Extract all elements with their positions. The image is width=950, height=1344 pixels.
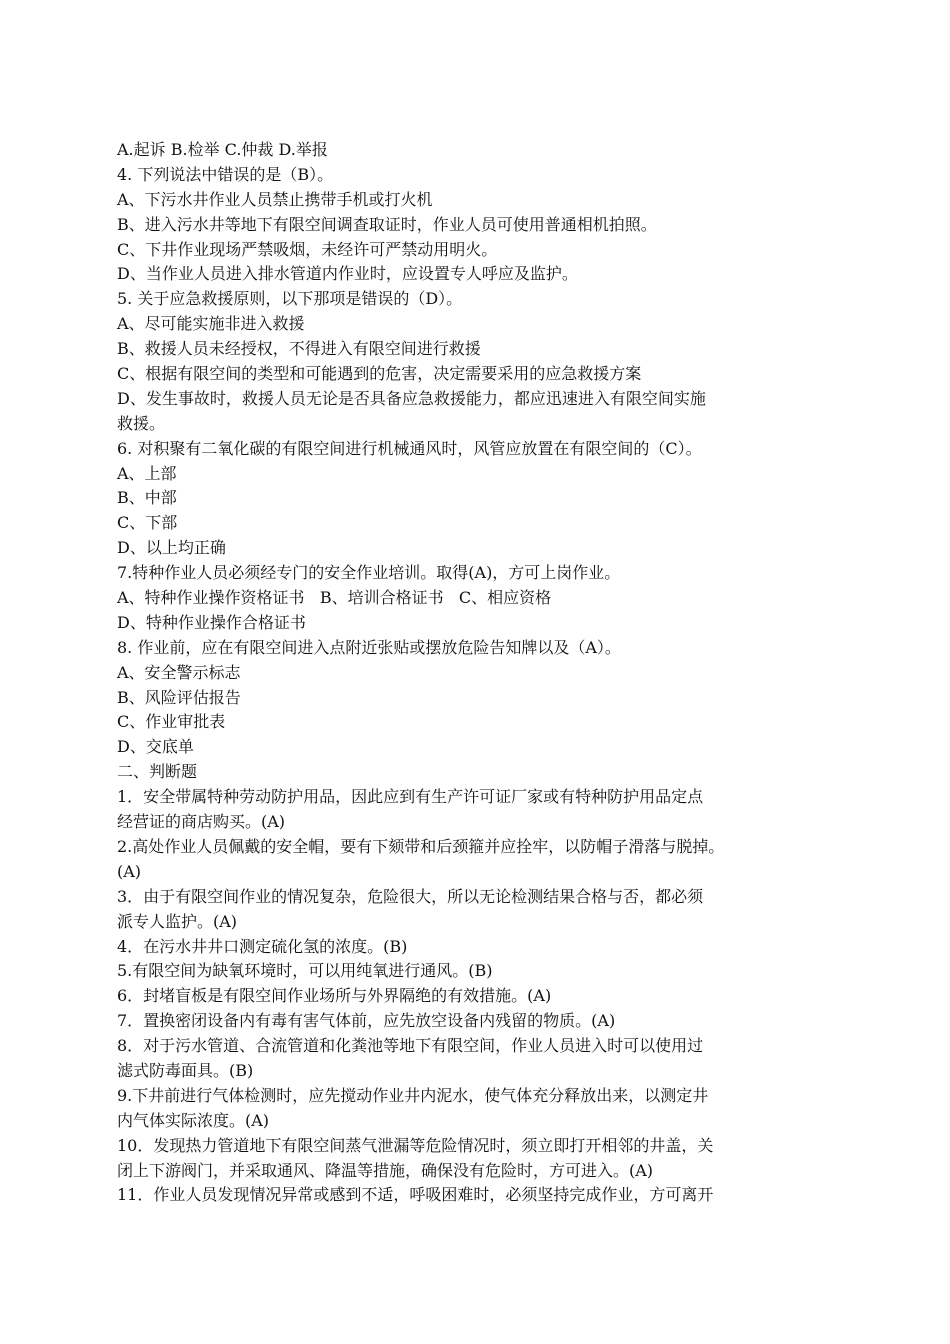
question-5: 5. 关于应急救援原则，以下那项是错误的（D）。 — [117, 289, 463, 309]
option-line: D、发生事故时，救援人员无论是否具备应急救援能力，都应迅速进入有限空间实施 — [117, 388, 706, 408]
judgment-item: 6．封堵盲板是有限空间作业场所与外界隔绝的有效措施。(A) — [117, 986, 552, 1006]
judgment-item: 8．对于污水管道、合流管道和化粪池等地下有限空间，作业人员进入时可以使用过 — [117, 1036, 704, 1056]
option-line: B、风险评估报告 — [117, 687, 241, 707]
judgment-item: 3．由于有限空间作业的情况复杂，危险很大，所以无论检测结果合格与否，都必须 — [117, 886, 704, 906]
option-line: C、作业审批表 — [117, 712, 226, 732]
option-line: B、进入污水井等地下有限空间调查取证时，作业人员可使用普通相机拍照。 — [117, 214, 657, 234]
option-line: A、特种作业操作资格证书 B、培训合格证书 C、相应资格 — [117, 588, 552, 608]
option-line: D、交底单 — [117, 737, 194, 757]
judgment-item: 10．发现热力管道地下有限空间蒸气泄漏等危险情况时，须立即打开相邻的井盖，关 — [117, 1135, 714, 1155]
judgment-item: 1．安全带属特种劳动防护用品，因此应到有生产许可证厂家或有特种防护用品定点 — [117, 787, 704, 807]
option-line: C、下部 — [117, 513, 178, 533]
judgment-item: 11．作业人员发现情况异常或感到不适，呼吸困难时，必须坚持完成作业，方可离开 — [117, 1185, 714, 1205]
option-line: A、下污水井作业人员禁止携带手机或打火机 — [117, 189, 433, 209]
option-line: D、特种作业操作合格证书 — [117, 612, 306, 632]
option-line: C、下井作业现场严禁吸烟，未经许可严禁动用明火。 — [117, 239, 498, 259]
judgment-item: 4．在污水井井口测定硫化氢的浓度。(B) — [117, 936, 408, 956]
text-line: 闭上下游阀门，并采取通风、降温等措施，确保没有危险时，方可进入。(A) — [117, 1160, 654, 1180]
text-line: 内气体实际浓度。(A) — [117, 1110, 270, 1130]
judgment-item: 7．置换密闭设备内有毒有害气体前，应先放空设备内残留的物质。(A) — [117, 1011, 616, 1031]
text-line: 派专人监护。(A) — [117, 911, 238, 931]
document-body — [117, 138, 841, 1208]
option-line: A、尽可能实施非进入救援 — [117, 314, 305, 334]
text-line: 救援。 — [117, 413, 166, 433]
judgment-item: 2.高处作业人员佩戴的安全帽，要有下颏带和后颈箍并应拴牢，以防帽子滑落与脱掉。 — [117, 836, 725, 856]
option-line: A、安全警示标志 — [117, 662, 241, 682]
text-line: 滤式防毒面具。(B) — [117, 1060, 254, 1080]
question-7: 7.特种作业人员必须经专门的安全作业培训。取得(A)，方可上岗作业。 — [117, 563, 621, 583]
question-6: 6. 对积聚有二氧化碳的有限空间进行机械通风时，风管应放置在有限空间的（C）。 — [117, 438, 702, 458]
question-4: 4. 下列说法中错误的是（B）。 — [117, 164, 334, 184]
question-8: 8. 作业前，应在有限空间进入点附近张贴或摆放危险告知牌以及（A）。 — [117, 637, 621, 657]
option-line: D、以上均正确 — [117, 538, 226, 558]
text-line: (A) — [117, 861, 142, 881]
text-line: A.起诉 B.检举 C.仲裁 D.举报 — [117, 140, 328, 159]
judgment-item: 5.有限空间为缺氧环境时，可以用纯氧进行通风。(B) — [117, 961, 493, 981]
section-heading: 二、判断题 — [117, 762, 198, 782]
option-line: C、根据有限空间的类型和可能遇到的危害，决定需要采用的应急救援方案 — [117, 364, 642, 384]
option-line: B、中部 — [117, 488, 177, 508]
text-line: 经营证的商店购买。(A) — [117, 812, 286, 832]
option-line: B、救援人员未经授权，不得进入有限空间进行救援 — [117, 339, 481, 359]
option-line: D、当作业人员进入排水管道内作业时，应设置专人呼应及监护。 — [117, 264, 578, 284]
option-line: A、上部 — [117, 463, 177, 483]
judgment-item: 9.下井前进行气体检测时，应先搅动作业井内泥水，使气体充分释放出来，以测定井 — [117, 1085, 709, 1105]
